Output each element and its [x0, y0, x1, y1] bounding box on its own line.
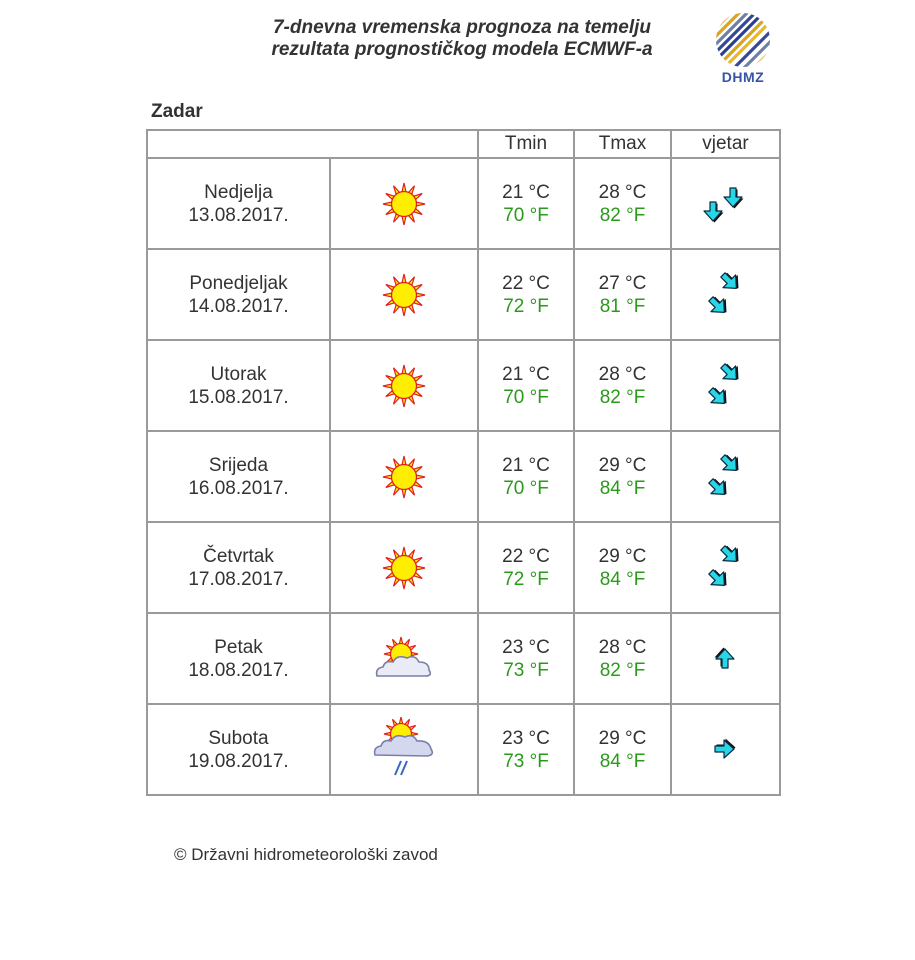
wind-cell: [671, 158, 780, 249]
tmin-celsius: 21 °C: [502, 181, 550, 203]
tmax-celsius: 29 °C: [598, 545, 647, 567]
weather-cell: [330, 522, 478, 613]
sun-icon: [331, 545, 477, 591]
tmax-cell: [574, 431, 671, 522]
tmax-fahrenheit: 84 °F: [599, 568, 646, 590]
tmin-fahrenheit: 73 °F: [503, 750, 549, 772]
tmax-fahrenheit: 82 °F: [599, 659, 646, 681]
day-date: 17.08.2017.: [188, 568, 289, 590]
tmin-cell: [478, 340, 574, 431]
forecast-table: [146, 129, 781, 796]
tmax-celsius: 27 °C: [598, 272, 647, 294]
day-cell: [147, 431, 330, 522]
wind-cell: [671, 431, 780, 522]
double-arrow-down-icon: [672, 182, 779, 226]
tmin-cell: [478, 249, 574, 340]
weather-cell: [330, 613, 478, 704]
day-cell: [147, 704, 330, 795]
day-date: 14.08.2017.: [188, 295, 289, 317]
tmax-celsius: 28 °C: [598, 181, 647, 203]
tmin-cell: [478, 613, 574, 704]
weather-cell: [330, 340, 478, 431]
tmin-fahrenheit: 73 °F: [503, 659, 549, 681]
copyright-text: © Državni hidrometeorološki zavod: [174, 845, 438, 864]
tmax-cell: [574, 249, 671, 340]
tmin-celsius: 22 °C: [502, 545, 550, 567]
weather-cell: [330, 158, 478, 249]
day-date: 13.08.2017.: [188, 204, 289, 226]
forecast-row: [147, 249, 780, 340]
arrow-up-icon: [672, 644, 779, 674]
day-cell: [147, 249, 330, 340]
day-cell: [147, 522, 330, 613]
wind-cell: [671, 704, 780, 795]
tmax-fahrenheit: 81 °F: [599, 295, 646, 317]
sun-icon: [331, 363, 477, 409]
day-name: Četvrtak: [203, 545, 274, 567]
forecast-row: [147, 613, 780, 704]
day-name: Ponedjeljak: [189, 272, 288, 294]
weather-cell: [330, 704, 478, 795]
day-date: 19.08.2017.: [188, 750, 289, 772]
wind-cell: [671, 613, 780, 704]
double-arrow-down-right-icon: [672, 543, 779, 593]
tmin-fahrenheit: 72 °F: [503, 568, 549, 590]
tmin-celsius: 21 °C: [502, 454, 550, 476]
tmax-fahrenheit: 82 °F: [599, 386, 646, 408]
tmin-celsius: 23 °C: [502, 727, 550, 749]
forecast-row: [147, 704, 780, 795]
day-date: 18.08.2017.: [188, 659, 289, 681]
tmax-cell: [574, 704, 671, 795]
weather-cell: [330, 431, 478, 522]
tmin-fahrenheit: 70 °F: [503, 386, 549, 408]
double-arrow-down-right-icon: [672, 270, 779, 320]
tmax-fahrenheit: 84 °F: [599, 477, 646, 499]
tmax-cell: [574, 613, 671, 704]
day-name: Utorak: [210, 363, 267, 385]
title-line-2: rezultata prognostičkog modela ECMWF-a: [271, 39, 653, 60]
location-name: Zadar: [151, 101, 203, 122]
sun-icon: [331, 272, 477, 318]
dhmz-logo-icon: [710, 12, 776, 68]
sun-cloud-rain-icon: [331, 717, 477, 783]
tmin-celsius: 21 °C: [502, 363, 550, 385]
dhmz-logo: [710, 12, 776, 88]
logo-text: DHMZ: [721, 69, 765, 85]
wind-cell: [671, 249, 780, 340]
header-tmin: Tmin: [478, 130, 574, 158]
tmax-celsius: 28 °C: [598, 636, 647, 658]
tmin-cell: [478, 704, 574, 795]
weather-cell: [330, 249, 478, 340]
tmax-celsius: 29 °C: [598, 454, 647, 476]
wind-cell: [671, 522, 780, 613]
tmin-fahrenheit: 72 °F: [503, 295, 549, 317]
day-cell: [147, 158, 330, 249]
day-date: 15.08.2017.: [188, 386, 289, 408]
tmin-cell: [478, 158, 574, 249]
header-date-cell: [147, 130, 478, 158]
day-date: 16.08.2017.: [188, 477, 289, 499]
arrow-right-icon: [672, 735, 779, 765]
tmax-fahrenheit: 82 °F: [599, 204, 646, 226]
tmax-celsius: 28 °C: [598, 363, 647, 385]
day-name: Subota: [208, 727, 269, 749]
sun-icon: [331, 181, 477, 227]
day-name: Petak: [214, 636, 263, 658]
day-cell: [147, 613, 330, 704]
tmin-fahrenheit: 70 °F: [503, 204, 549, 226]
header-tmax: Tmax: [574, 130, 671, 158]
tmin-celsius: 23 °C: [502, 636, 550, 658]
table-header-row: [147, 130, 780, 158]
tmin-cell: [478, 431, 574, 522]
double-arrow-down-right-icon: [672, 452, 779, 502]
tmin-celsius: 22 °C: [502, 272, 550, 294]
forecast-row: [147, 522, 780, 613]
forecast-row: [147, 340, 780, 431]
double-arrow-down-right-icon: [672, 361, 779, 411]
wind-cell: [671, 340, 780, 431]
forecast-row: [147, 158, 780, 249]
forecast-title: [240, 17, 684, 61]
tmin-fahrenheit: 70 °F: [503, 477, 549, 499]
tmax-cell: [574, 340, 671, 431]
tmax-cell: [574, 158, 671, 249]
tmin-cell: [478, 522, 574, 613]
day-cell: [147, 340, 330, 431]
tmax-celsius: 29 °C: [598, 727, 647, 749]
day-name: Srijeda: [208, 454, 269, 476]
tmax-fahrenheit: 84 °F: [599, 750, 646, 772]
header-wind: vjetar: [671, 130, 780, 158]
sun-icon: [331, 454, 477, 500]
day-name: Nedjelja: [204, 181, 273, 203]
sun-behind-cloud-icon: [331, 636, 477, 682]
forecast-row: [147, 431, 780, 522]
tmax-cell: [574, 522, 671, 613]
title-line-1: 7-dnevna vremenska prognoza na temelju: [272, 17, 651, 38]
